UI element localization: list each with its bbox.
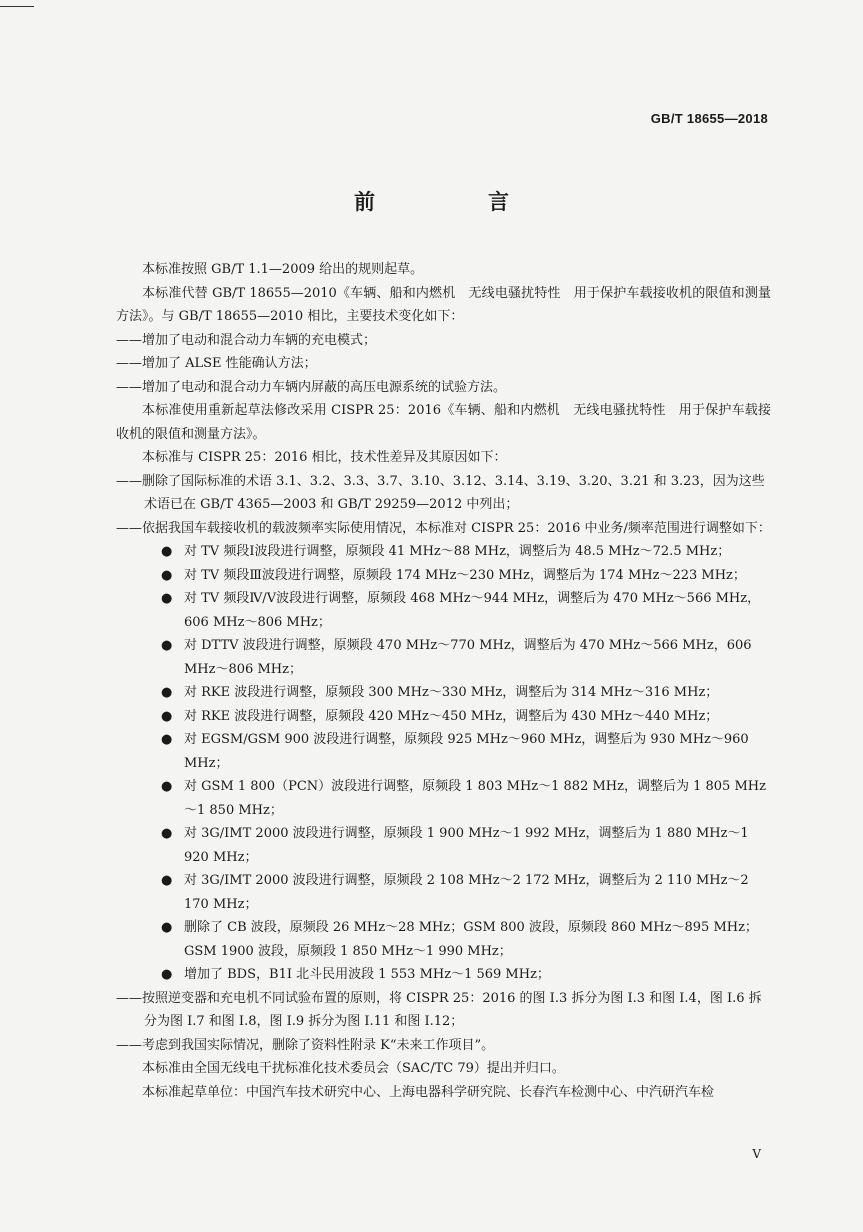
- change-item: ——增加了电动和混合动力车辆的充电模式；: [116, 332, 377, 348]
- change-item: ——增加了 ALSE 性能确认方法；: [116, 356, 317, 371]
- paragraph: 本标准使用重新起草法修改采用 CISPR 25：2016《车辆、船和内燃机 无线电骚扰特性 用于保护车载接收机的限值和测量方法》。: [116, 403, 771, 442]
- list-item: ● 对 TV 频段Ⅲ波段进行调整，原频段 174 MHz～230 MHz，调整后为 174 MHz～223 MHz；: [116, 564, 771, 588]
- list-item: ● 对 TV 频段Ⅰ波段进行调整，原频段 41 MHz～88 MHz，调整后为 48.5 MHz～72.5 MHz；: [116, 540, 771, 564]
- bullet-dot-icon: ●: [161, 779, 173, 794]
- difference-item: ——依据我国车载接收机的载波频率实际使用情况，本标准对 CISPR 25：2016 中业务/频率范围进行调整如下：: [116, 520, 771, 536]
- corner-crop-mark: [0, 6, 34, 7]
- bullet-dot-icon: ●: [161, 708, 173, 724]
- list-item: ● 对 TV 频段Ⅳ/Ⅴ波段进行调整，原频段 468 MHz～944 MHz，调整后为 470 MHz～566 MHz，606 MHz～806 MHz；: [116, 587, 771, 634]
- list-item: ● 增加了 BDS，B1I 北斗民用波段 1 553 MHz～1 569 MHz；: [116, 963, 771, 987]
- paragraph: 本标准与 CISPR 25：2016 相比，技术性差异及其原因如下：: [142, 450, 507, 465]
- foreword-body: [116, 258, 771, 1104]
- bullet-dot-icon: ●: [161, 591, 173, 606]
- paragraph: 本标准代替 GB/T 18655—2010《车辆、船和内燃机 无线电骚扰特性 用于保护车载接收机的限值和测量方法》。与 GB/T 18655—2010 相比，主要技术变化如下：: [116, 285, 771, 324]
- bullet-dot-icon: ●: [161, 920, 173, 935]
- list-item: ● 删除了 CB 波段，原频段 26 MHz～28 MHz；GSM 800 波段，原频段 860 MHz～895 MHz；GSM 1900 波段，原频段 1 850 MHz～1 990 MHz；: [116, 916, 771, 963]
- list-item: ● 对 EGSM/GSM 900 波段进行调整，原频段 925 MHz～960 MHz，调整后为 930 MHz～960 MHz；: [116, 728, 771, 775]
- difference-item: ——按照逆变器和充电机不同试验布置的原则，将 CISPR 25：2016 的图 I.3 拆分为图 I.3 和图 I.4，图 I.6 拆分为图 I.7 和图 I.8，图 I.9 拆分为图 I.11 和图 I.12；: [116, 990, 762, 1029]
- list-item: ● 对 DTTV 波段进行调整，原频段 470 MHz～770 MHz，调整后为 470 MHz～566 MHz，606 MHz～806 MHz；: [116, 634, 771, 681]
- paragraph: 本标准起草单位：中国汽车技术研究中心、上海电器科学研究院、长春汽车检测中心、中汽研汽车检: [142, 1084, 715, 1100]
- page-number: V: [752, 1147, 761, 1161]
- list-item: ● 对 RKE 波段进行调整，原频段 420 MHz～450 MHz，调整后为 430 MHz～440 MHz；: [116, 705, 771, 729]
- paragraph: 本标准由全国无线电干扰标准化技术委员会（SAC/TC 79）提出并归口。: [142, 1061, 565, 1076]
- bullet-dot-icon: ●: [161, 685, 173, 700]
- bullet-dot-icon: ●: [161, 826, 173, 841]
- paragraph: 本标准按照 GB/T 1.1—2009 给出的规则起草。: [142, 262, 424, 277]
- change-item: ——增加了电动和混合动力车辆内屏蔽的高压电源系统的试验方法。: [116, 379, 507, 395]
- bullet-dot-icon: ●: [161, 873, 173, 888]
- page-title: 前 言: [354, 190, 555, 214]
- bullet-dot-icon: ●: [161, 638, 173, 653]
- list-item: ● 对 3G/IMT 2000 波段进行调整，原频段 1 900 MHz～1 992 MHz，调整后为 1 880 MHz～1 920 MHz；: [116, 822, 771, 869]
- standard-number: GB/T 18655—2018: [650, 111, 768, 126]
- bullet-dot-icon: ●: [161, 544, 173, 559]
- difference-item: ——考虑到我国实际情况，删除了资料性附录 K“未来工作项目”。: [116, 1037, 495, 1053]
- list-item: ● 对 RKE 波段进行调整，原频段 300 MHz～330 MHz，调整后为 314 MHz～316 MHz；: [116, 681, 771, 705]
- bullet-dot-icon: ●: [161, 567, 173, 583]
- list-item: ● 对 3G/IMT 2000 波段进行调整，原频段 2 108 MHz～2 172 MHz，调整后为 2 110 MHz～2 170 MHz；: [116, 869, 771, 916]
- difference-item: ——删除了国际标准的术语 3.1、3.2、3.3、3.7、3.10、3.12、3.14、3.19、3.20、3.21 和 3.23，因为这些术语已在 GB/T 4365—2003 和 GB/T 29259—2012 中列出；: [116, 473, 765, 512]
- frequency-adjustment-list: [116, 540, 771, 987]
- bullet-dot-icon: ●: [161, 732, 173, 747]
- bullet-dot-icon: ●: [161, 967, 173, 982]
- list-item: ● 对 GSM 1 800（PCN）波段进行调整，原频段 1 803 MHz～1 882 MHz，调整后为 1 805 MHz～1 850 MHz；: [116, 775, 771, 822]
